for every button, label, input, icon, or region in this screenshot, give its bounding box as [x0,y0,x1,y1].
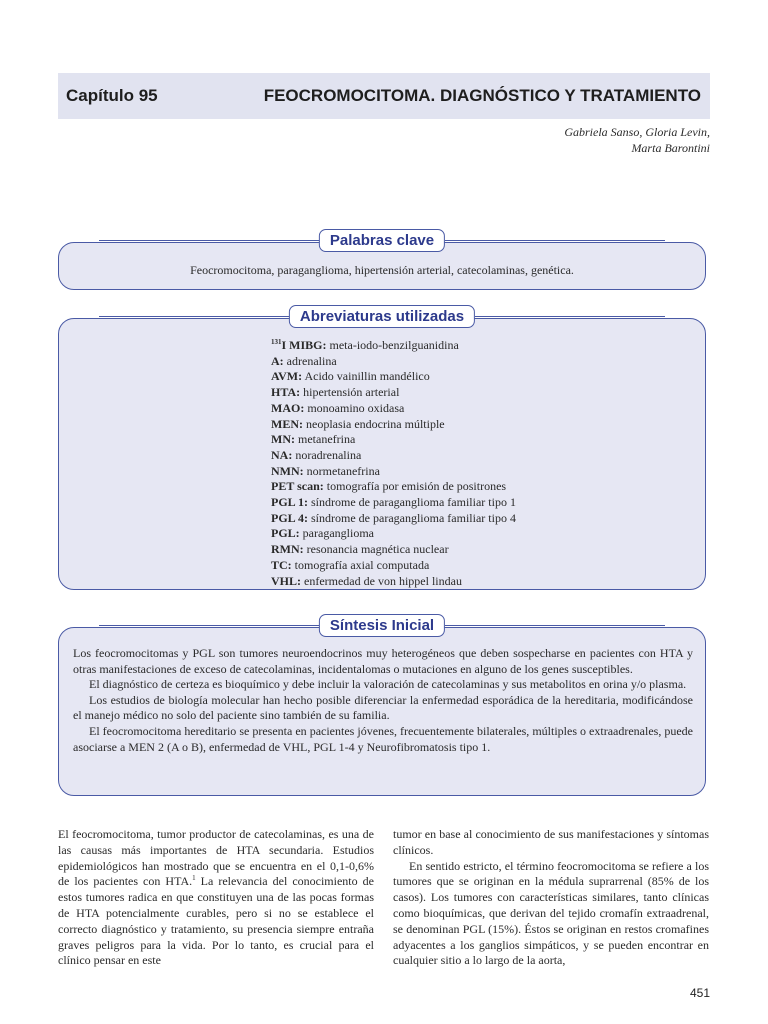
abbreviation-description: monoamino oxidasa [307,400,405,415]
citation-superscript: 1 [192,874,196,883]
synthesis-text [73,646,693,755]
abbreviations-box [58,308,706,590]
abbreviation-term: RMN: [271,542,304,557]
abbreviation-row [271,385,516,401]
label-rule-left [99,316,289,317]
abbreviation-description: paraganglioma [302,526,374,541]
abbreviation-description: adrenalina [286,353,337,368]
authors-line-1: Gabriela Sanso, Gloria Levin, [564,125,710,139]
abbreviation-row [271,574,516,590]
label-rule-right [445,240,665,241]
abbreviation-description: neoplasia endocrina múltiple [306,416,445,431]
abbreviation-term: MEN: [271,416,303,431]
abbreviation-row [271,464,516,480]
abbreviation-term: AVM: [271,369,303,384]
body-column-left [58,827,374,969]
body-paragraph [58,827,374,969]
abbreviation-description: hipertensión arterial [303,385,400,400]
authors [564,124,710,156]
abbreviation-row [271,369,516,385]
label-rule-left [99,240,319,241]
abbreviation-superscript: 131 [271,338,282,346]
abbreviation-description: síndrome de paraganglioma familiar tipo 1 [311,495,516,510]
abbreviation-description: síndrome de paraganglioma familiar tipo 4 [311,510,516,525]
abbreviation-term: I MIBG: [281,338,327,352]
chapter-header [58,73,710,119]
body-paragraph: En sentido estricto, el término feocromocitoma se refiere a los tumores que se originan en la médula suprarrenal (85% de los casos). Los tumores con características similares, tanto clínicas como bioquímicas, que derivan del tejido cromafín extraadrenal, se denominan PGL (15%). Éstos se originan en restos cromafines adyacentes a los ganglios simpáticos, y se pueden encontrar en cualquier sitio a lo largo de la aorta, [393,858,709,968]
chapter-title: FEOCROMOCITOMA. DIAGNÓSTICO Y TRATAMIENTO [263,86,701,105]
abbreviation-row [271,448,516,464]
abbreviation-description: metanefrina [298,432,356,447]
abbreviation-term: A: [271,353,284,368]
abbreviation-row [271,495,516,511]
abbreviation-description: meta-iodo-benzilguanidina [329,338,459,352]
synthesis-box [58,617,706,796]
abbreviation-term: PGL: [271,526,300,541]
body-column-right [393,827,709,969]
abbreviation-row [271,526,516,542]
abbreviation-term: NA: [271,447,293,462]
abbreviation-row [271,558,516,574]
abbreviation-term: VHL: [271,573,301,588]
synthesis-label: Síntesis Inicial [319,614,445,637]
abbreviation-term: PGL 1: [271,495,309,510]
abbreviation-description: tomografía axial computada [294,557,430,572]
abbreviation-term: PET scan: [271,479,324,494]
authors-line-2: Marta Barontini [631,141,710,155]
abbreviation-row [271,354,516,370]
label-rule-left [99,625,319,626]
abbreviation-description: tomografía por emisión de positrones [326,479,507,494]
chapter-number: Capítulo 95 [66,86,158,105]
label-rule-right [445,625,665,626]
keywords-label: Palabras clave [319,229,445,252]
synthesis-paragraph: Los estudios de biología molecular han hecho posible diferenciar la enfermedad esporádica de la hereditaria, modificándose el manejo médico no solo del paciente sino también de su familia. [73,692,693,723]
synthesis-paragraph: Los feocromocitomas y PGL son tumores neuroendocrinos muy heterogéneos que deben sospecharse en pacientes con HTA y otras manifestaciones de exceso de catecolaminas, incidentalomas o mutaciones en alguno de los genes susceptibles. [73,646,693,676]
abbreviation-term: HTA: [271,385,301,400]
abbreviation-row [271,417,516,433]
page-number: 451 [689,986,710,1000]
abbreviation-description: noradrenalina [295,447,362,462]
synthesis-paragraph: El diagnóstico de certeza es bioquímico y debe incluir la valoración de catecolaminas y sus metabolitos en orina y/o plasma. [89,677,687,692]
keywords-text: Feocromocitoma, paraganglioma, hipertensión arterial, catecolaminas, genética. [190,263,574,277]
body-text: El feocromocitoma, tumor productor de catecolaminas, es una de las causas más importantes de HTA secundaria. Estudios epidemiológicos han mostrado que se encuentra en el 0,1-0,6% de los pacientes con HTA. [58,827,374,889]
synthesis-paragraph: El feocromocitoma hereditario se presenta en pacientes jóvenes, frecuentemente bilaterales, múltiples o extraadrenales, puede asociarse a MEN 2 (A o B), enfermedad de VHL, PGL 1-4 y Neurofibromatosis tipo 1. [73,723,693,754]
abbreviations-label: Abreviaturas utilizadas [289,305,475,328]
abbreviation-row [271,338,516,354]
abbreviation-row [271,432,516,448]
body-text: La relevancia del conocimiento de estos tumores radica en que constituyen una de las pocas formas de HTA potencialmente curables, pero si no se establece el correcto diagnóstico y tratamiento, su presencia siempre entraña graves peligros para la vida. Por lo tanto, es crucial para el clínico pensar en este [58,874,374,968]
abbreviation-description: enfermedad de von hippel lindau [304,573,462,588]
abbreviation-row [271,401,516,417]
abbreviation-row [271,511,516,527]
abbreviation-term: PGL 4: [271,510,309,525]
body-paragraph: tumor en base al conocimiento de sus manifestaciones y síntomas clínicos. [393,827,709,857]
label-rule-right [475,316,665,317]
abbreviation-term: MAO: [271,400,305,415]
abbreviation-description: Acido vainillin mandélico [304,369,430,384]
abbreviation-row [271,542,516,558]
abbreviation-term: NMN: [271,463,304,478]
abbreviation-term: TC: [271,557,292,572]
abbreviation-description: normetanefrina [306,463,380,478]
abbreviation-row [271,479,516,495]
abbreviation-term: MN: [271,432,295,447]
abbreviations-list [271,338,516,589]
abbreviation-description: resonancia magnética nuclear [306,542,449,557]
keywords-box [58,232,706,290]
